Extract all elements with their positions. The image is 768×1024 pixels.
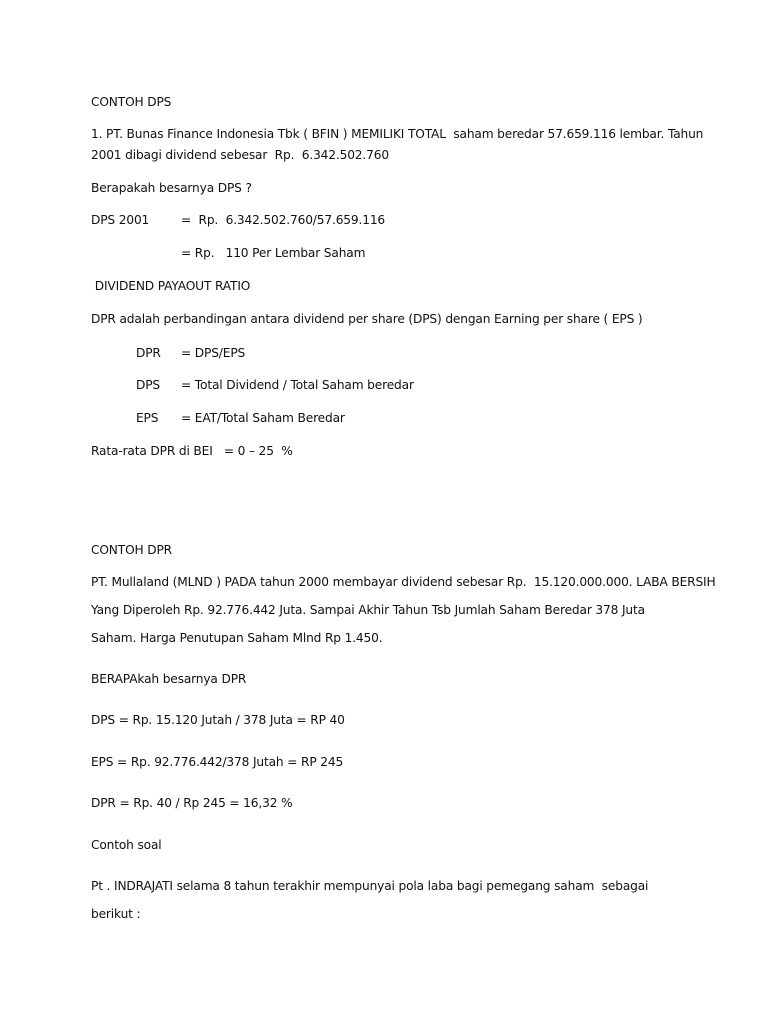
dps-2001-label: DPS 2001 xyxy=(91,213,150,227)
paragraph-mlnd-line-3: Saham. Harga Penutupan Saham Mlnd Rp 1.450. xyxy=(91,631,383,645)
calc-dps: DPS = Rp. 15.120 Jutah / 378 Juta = RP 40 xyxy=(91,713,345,727)
formula-dps-value: = Total Dividend / Total Saham beredar xyxy=(181,378,414,392)
paragraph-mlnd-line-2: Yang Diperoleh Rp. 92.776.442 Juta. Sampai Akhir Tahun Tsb Jumlah Saham Beredar 378 Juta xyxy=(91,603,645,617)
paragraph-indrajati-line-2: berikut : xyxy=(91,907,141,921)
formula-eps-label: EPS xyxy=(136,411,159,425)
paragraph-mlnd-line-1: PT. Mullaland (MLND ) PADA tahun 2000 membayar dividend sebesar Rp. 15.120.000.000. LABA BERSIH xyxy=(91,575,716,589)
formula-dpr-value: = DPS/EPS xyxy=(181,346,246,360)
calc-dpr: DPR = Rp. 40 / Rp 245 = 16,32 % xyxy=(91,796,293,810)
dpr-definition: DPR adalah perbandingan antara dividend per share (DPS) dengan Earning per share ( EPS ) xyxy=(91,312,643,326)
paragraph-bfin-line-2: 2001 dibagi dividend sebesar Rp. 6.342.502.760 xyxy=(91,148,389,162)
dps-2001-result: = Rp. 110 Per Lembar Saham xyxy=(181,246,366,260)
heading-dividend-payout-ratio: DIVIDEND PAYAOUT RATIO xyxy=(91,279,251,293)
heading-contoh-dpr: CONTOH DPR xyxy=(91,543,172,557)
paragraph-indrajati-line-1: Pt . INDRAJATI selama 8 tahun terakhir mempunyai pola laba bagi pemegang saham sebagai xyxy=(91,879,649,893)
question-dps: Berapakah besarnya DPS ? xyxy=(91,181,252,195)
formula-eps-value: = EAT/Total Saham Beredar xyxy=(181,411,345,425)
formula-dpr-label: DPR xyxy=(136,346,161,360)
paragraph-bfin-line-1: 1. PT. Bunas Finance Indonesia Tbk ( BFIN ) MEMILIKI TOTAL saham beredar 57.659.116 lembar. Tahun xyxy=(91,127,704,141)
calc-eps: EPS = Rp. 92.776.442/378 Jutah = RP 245 xyxy=(91,755,344,769)
question-dpr: BERAPAkah besarnya DPR xyxy=(91,672,247,686)
average-dpr-bei: Rata-rata DPR di BEI = 0 – 25 % xyxy=(91,444,293,458)
formula-dps-label: DPS xyxy=(136,378,161,392)
heading-contoh-soal: Contoh soal xyxy=(91,838,162,852)
dps-2001-equation: = Rp. 6.342.502.760/57.659.116 xyxy=(181,213,386,227)
heading-contoh-dps: CONTOH DPS xyxy=(91,95,172,109)
